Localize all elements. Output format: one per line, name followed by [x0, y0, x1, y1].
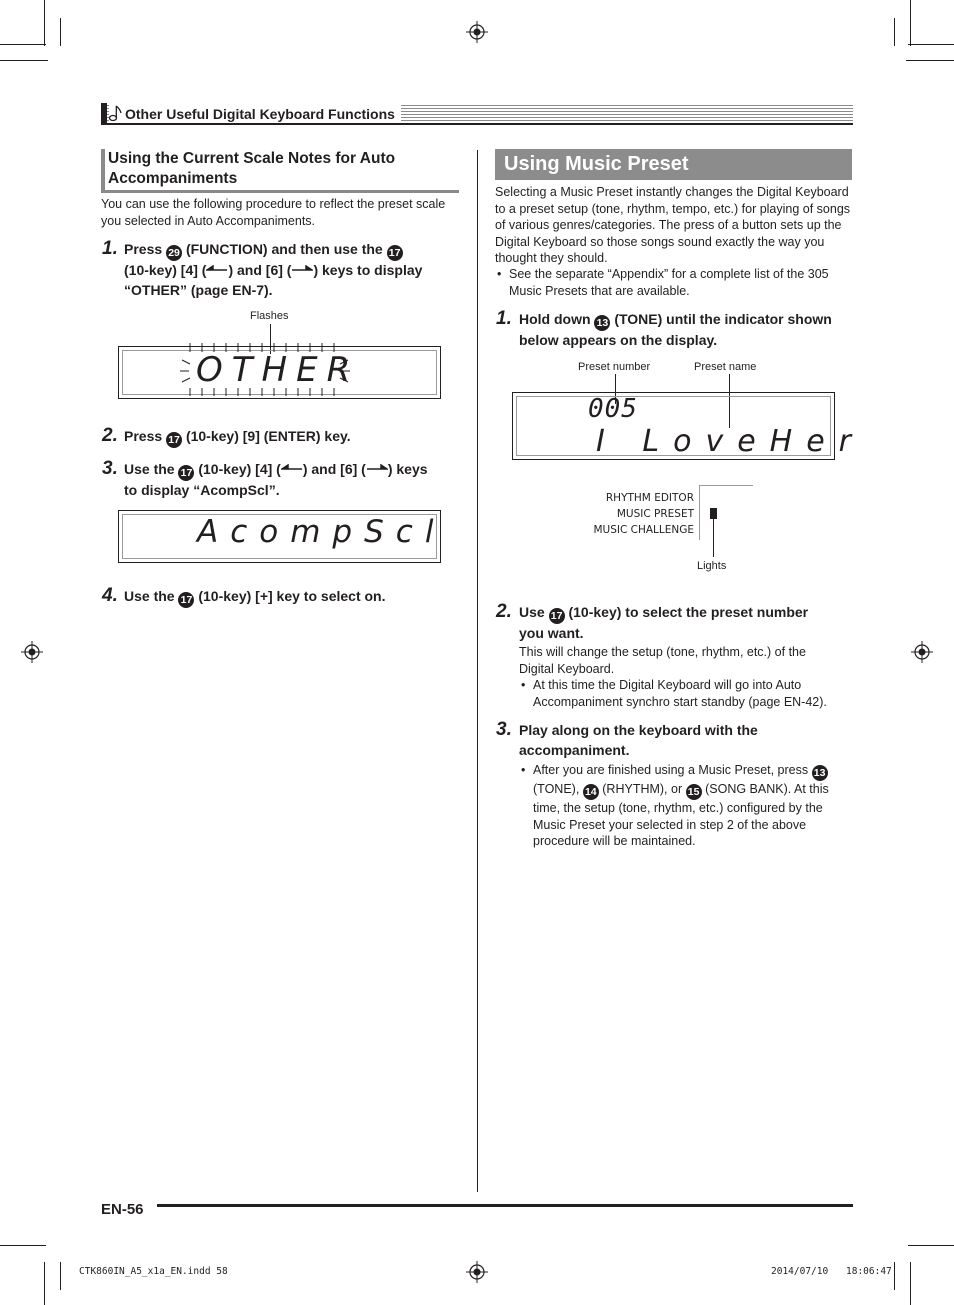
- crop-mark: [44, 1262, 45, 1305]
- key-number-badge: 17: [166, 432, 182, 448]
- step-text: ) and [6] (: [228, 262, 292, 278]
- section-heading-scale-notes: Using the Current Scale Notes for Auto Accompaniments: [108, 150, 396, 187]
- crop-mark: [910, 0, 911, 46]
- crop-mark: [60, 18, 61, 46]
- note-text: procedure will be maintained.: [533, 834, 696, 848]
- arrow-right-icon: [291, 265, 313, 275]
- section-heading-underline: [101, 190, 459, 193]
- key-number-badge: 17: [549, 608, 565, 624]
- step-text: to display “AcompScl”.: [124, 482, 280, 498]
- step-2-text: [519, 603, 855, 644]
- indicator-light: [710, 508, 717, 519]
- crop-mark: [908, 1245, 954, 1246]
- indicator-frame: [699, 485, 700, 540]
- step-text: Hold down: [519, 311, 591, 327]
- step-text: (10-key) [9] (ENTER) key.: [185, 428, 351, 444]
- indicator-frame: [699, 485, 753, 486]
- key-number-badge: 13: [812, 765, 828, 781]
- step-3-text: [124, 460, 460, 501]
- step-1-text: [519, 310, 855, 351]
- step-number: 3.: [102, 458, 118, 479]
- step-number: 1.: [496, 308, 512, 329]
- step-3-note: [533, 762, 853, 850]
- lcd-text-other: OTHER: [196, 350, 360, 390]
- indicator-rhythm-editor: RHYTHM EDITOR: [605, 492, 694, 504]
- file-name: CTK860IN_A5_x1a_EN.indd 58: [79, 1266, 228, 1277]
- step-2-description: This will change the setup (tone, rhythm, etc.) of the Digital Keyboard.: [519, 645, 806, 676]
- step-4-text: [124, 587, 460, 608]
- section-heading-bar: [101, 149, 105, 192]
- step-text: (TONE) until the indicator shown: [614, 311, 832, 327]
- crop-mark: [60, 1262, 61, 1290]
- registration-mark-icon: [911, 641, 933, 663]
- step-number: 3.: [496, 719, 512, 740]
- step-number: 2.: [102, 425, 118, 446]
- key-number-badge: 17: [387, 245, 403, 261]
- arrow-left-icon: [206, 265, 228, 275]
- step-text: Play along on the keyboard with the: [519, 722, 758, 738]
- step-3-text: [519, 721, 855, 760]
- step-text: (10-key) [4] (: [124, 262, 207, 278]
- note-text: (SONG BANK). At this: [705, 782, 829, 796]
- music-preset-intro: Selecting a Music Preset instantly changes the Digital Keyboard to a preset setup (tone, rhythm, tempo, etc.) for playing of songs of various genres/categories. The press of a button sets up the Digital Keyboard so those songs sound exactly the way you thought they should.: [495, 185, 851, 265]
- step-text: Press: [124, 428, 163, 444]
- step-text: ) keys to display: [313, 262, 423, 278]
- step-text: below appears on the display.: [519, 332, 718, 348]
- page-header: [101, 103, 853, 125]
- step-number: 4.: [102, 585, 118, 606]
- page-number: EN-56: [101, 1201, 144, 1218]
- indicator-music-preset: MUSIC PRESET: [616, 508, 694, 520]
- crop-mark: [910, 1262, 911, 1305]
- crop-mark: [44, 0, 45, 46]
- arrow-right-icon: [366, 464, 388, 474]
- step-text: Use: [519, 604, 545, 620]
- step-text: ) and [6] (: [302, 461, 366, 477]
- step-text: “OTHER” (page EN-7).: [124, 281, 273, 298]
- note-text: (TONE),: [533, 782, 580, 796]
- key-number-badge: 14: [583, 784, 599, 800]
- registration-mark-icon: [466, 21, 488, 43]
- bullet-dot: •: [521, 763, 526, 777]
- step-2-text: [124, 427, 460, 448]
- crop-mark: [908, 44, 954, 45]
- key-number-badge: 15: [686, 784, 702, 800]
- step-text: you want.: [519, 625, 584, 641]
- key-number-badge: 13: [594, 315, 610, 331]
- step-number: 2.: [496, 601, 512, 622]
- preset-name-label: Preset name: [694, 361, 757, 373]
- crop-mark: [894, 1262, 895, 1290]
- arrow-left-icon: [281, 464, 303, 474]
- step-text: Use the: [124, 461, 175, 477]
- crop-mark: [0, 1245, 46, 1246]
- step-text: accompaniment.: [519, 741, 630, 758]
- preset-number-label: Preset number: [578, 361, 651, 373]
- note-text: Music Preset your selected in step 2 of the above: [533, 817, 807, 832]
- lcd-preset-name: I LoveHer: [596, 424, 866, 459]
- step-text: Use the: [124, 588, 175, 604]
- key-number-badge: 17: [178, 592, 194, 608]
- note-text: After you are finished using a Music Preset, press: [533, 763, 809, 777]
- bullet-dot: •: [497, 267, 502, 281]
- indicator-list: [580, 490, 694, 538]
- key-number-badge: 17: [178, 465, 194, 481]
- footer-rule: [157, 1204, 853, 1207]
- section-heading-music-preset: Using Music Preset: [504, 153, 689, 175]
- music-note-icon: [109, 105, 122, 121]
- crop-mark: [894, 18, 895, 46]
- crop-mark: [906, 60, 954, 61]
- intro-text: You can use the following procedure to reflect the preset scale you selected in Auto Accompaniments.: [101, 197, 446, 228]
- header-underline: [101, 123, 853, 125]
- bullet-dot: •: [521, 678, 526, 692]
- step-text: Press: [124, 241, 163, 257]
- note-text: time, the setup (tone, rhythm, etc.) configured by the: [533, 801, 823, 815]
- indicator-music-challenge: MUSIC CHALLENGE: [593, 524, 694, 536]
- crop-mark: [0, 60, 48, 61]
- column-divider: [477, 150, 478, 1192]
- step-number: 1.: [102, 238, 118, 259]
- step-text: ) keys: [387, 461, 428, 477]
- registration-mark-icon: [466, 1261, 488, 1283]
- key-number-badge: 29: [166, 245, 182, 261]
- header-title: Other Useful Digital Keyboard Functions: [125, 106, 395, 122]
- header-bar: [101, 103, 107, 125]
- appendix-note: See the separate “Appendix” for a complete list of the 305 Music Presets that are available.: [509, 267, 829, 298]
- lcd-text-acompscl: AcompScl: [197, 514, 446, 550]
- crop-mark: [0, 44, 46, 45]
- step-text: (FUNCTION) and then use the: [185, 241, 383, 257]
- note-text: (RHYTHM), or: [602, 782, 683, 796]
- lights-label: Lights: [697, 560, 727, 572]
- print-time: 18:06:47: [846, 1266, 892, 1277]
- print-date: 2014/07/10: [771, 1266, 829, 1277]
- step-text: (10-key) to select the preset number: [568, 604, 809, 620]
- registration-mark-icon: [21, 641, 43, 663]
- step-text: (10-key) [4] (: [198, 461, 281, 477]
- step-text: (10-key) [+] key to select on.: [198, 588, 386, 604]
- lcd-preset-number: 005: [588, 394, 638, 424]
- flashes-label: Flashes: [250, 310, 289, 322]
- header-title-wrap: [109, 105, 401, 123]
- step-2-note: At this time the Digital Keyboard will go into Auto Accompaniment synchro start standby (page EN-42).: [533, 678, 827, 709]
- callout-line: [713, 519, 714, 557]
- step-1-text: [124, 240, 460, 300]
